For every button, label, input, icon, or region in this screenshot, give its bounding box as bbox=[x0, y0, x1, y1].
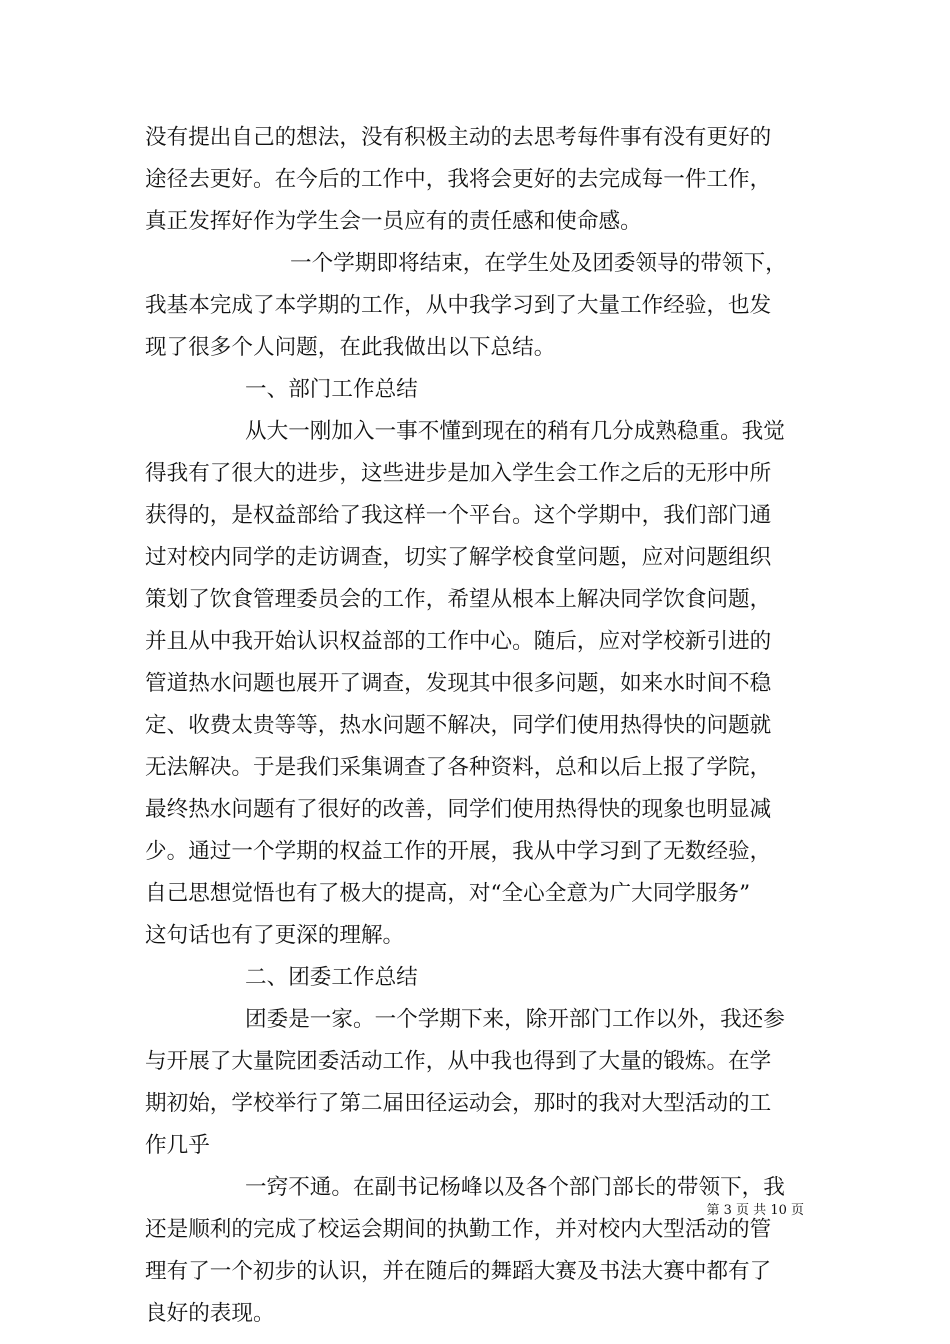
text-line: 自己思想觉悟也有了极大的提高，对“全心全意为广大同学服务” bbox=[145, 881, 751, 906]
text-line: 管道热水问题也展开了调查，发现其中很多问题，如来水时间不稳 bbox=[145, 671, 772, 696]
text-line: 最终热水问题有了很好的改善，同学们使用热得快的现象也明显减 bbox=[145, 797, 772, 822]
text-line: 并且从中我开始认识权益部的工作中心。随后，应对学校新引进的 bbox=[145, 629, 772, 654]
section-heading-league: 二、团委工作总结 bbox=[245, 965, 418, 990]
text-line: 我基本完成了本学期的工作，从中我学习到了大量工作经验，也发 bbox=[145, 293, 772, 318]
text-line: 现了很多个人问题，在此我做出以下总结。 bbox=[145, 335, 556, 360]
text-line: 策划了饮食管理委员会的工作，希望从根本上解决同学饮食问题， bbox=[145, 587, 772, 612]
text-line: 没有提出自己的想法，没有积极主动的去思考每件事有没有更好的 bbox=[145, 125, 772, 150]
paragraph-start-line: 一窍不通。在副书记杨峰以及各个部门部长的带领下，我 bbox=[245, 1175, 785, 1200]
text-line: 得我有了很大的进步，这些进步是加入学生会工作之后的无形中所 bbox=[145, 461, 772, 486]
text-line: 这句话也有了更深的理解。 bbox=[145, 923, 405, 948]
text-line: 作几乎 bbox=[145, 1133, 210, 1158]
text-line: 与开展了大量院团委活动工作，从中我也得到了大量的锻炼。在学 bbox=[145, 1049, 772, 1074]
text-line: 途径去更好。在今后的工作中，我将会更好的去完成每一件工作， bbox=[145, 167, 772, 192]
section-heading-department: 一、部门工作总结 bbox=[245, 377, 418, 402]
text-line: 少。通过一个学期的权益工作的开展，我从中学习到了无数经验， bbox=[145, 839, 772, 864]
paragraph-start-line: 一个学期即将结束，在学生处及团委领导的带领下， bbox=[290, 251, 787, 276]
text-line: 还是顺利的完成了校运会期间的执勤工作，并对校内大型活动的管 bbox=[145, 1217, 772, 1242]
text-line: 无法解决。于是我们采集调查了各种资料，总和以后上报了学院， bbox=[145, 755, 772, 780]
text-line: 期初始，学校举行了第二届田径运动会，那时的我对大型活动的工 bbox=[145, 1091, 772, 1116]
text-line: 良好的表现。 bbox=[145, 1301, 275, 1326]
text-line: 真正发挥好作为学生会一员应有的责任感和使命感。 bbox=[145, 209, 642, 234]
text-line: 理有了一个初步的认识，并在随后的舞蹈大赛及书法大赛中都有了 bbox=[145, 1259, 772, 1284]
text-line: 获得的，是权益部给了我这样一个平台。这个学期中，我们部门通 bbox=[145, 503, 772, 528]
paragraph-start-line: 团委是一家。一个学期下来，除开部门工作以外，我还参 bbox=[245, 1007, 785, 1032]
text-line: 过对校内同学的走访调查，切实了解学校食堂问题，应对问题组织 bbox=[145, 545, 772, 570]
document-body bbox=[145, 117, 807, 1335]
text-line: 定、收费太贵等等，热水问题不解决，同学们使用热得快的问题就 bbox=[145, 713, 772, 738]
paragraph-start-line: 从大一刚加入一事不懂到现在的稍有几分成熟稳重。我觉 bbox=[245, 419, 785, 444]
page-number-footer: 第 3 页 共 10 页 bbox=[706, 1203, 804, 1218]
